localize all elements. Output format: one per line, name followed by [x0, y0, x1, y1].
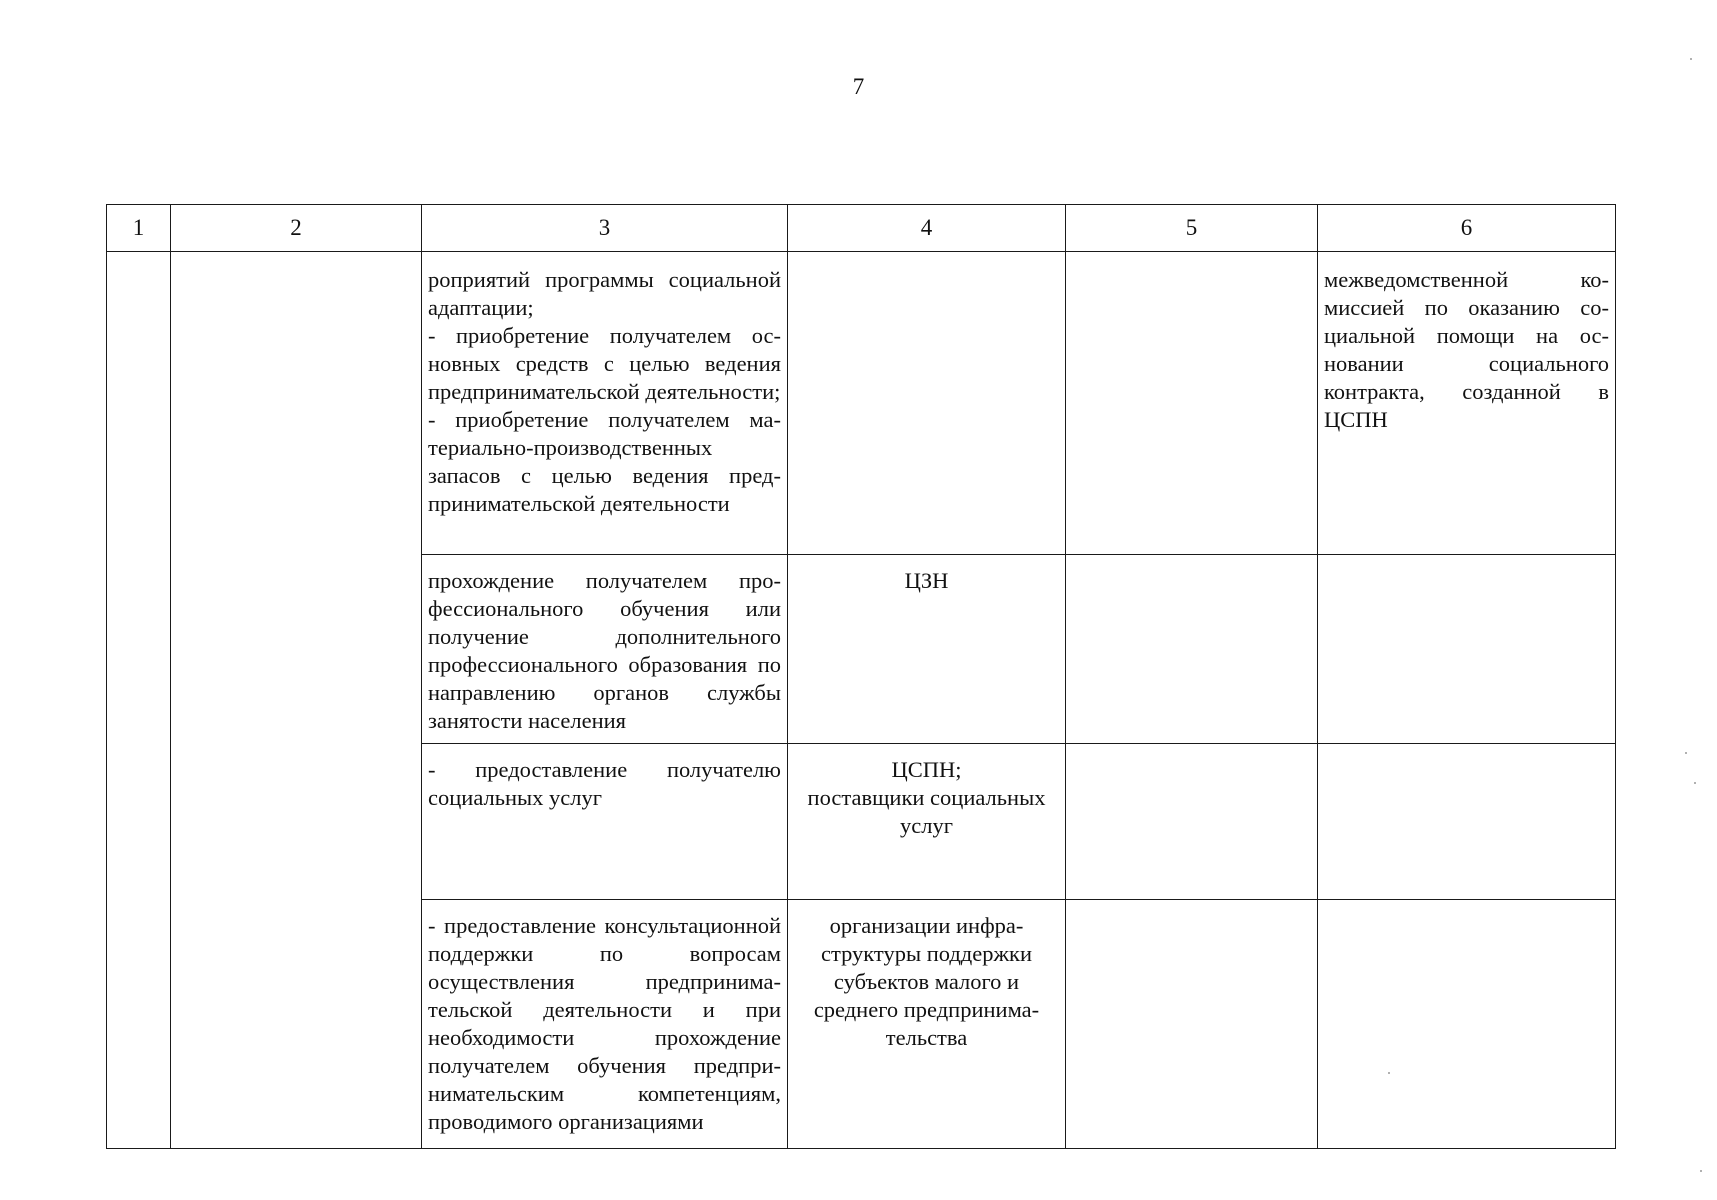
cell-col-1: [107, 252, 171, 1149]
cell-executor-text: организации инфраструктуры поддержки субъектов малого и среднего предпринимательства: [813, 913, 1040, 1050]
cell-col-5: [1066, 252, 1318, 555]
cell-executor-text: [788, 252, 1065, 264]
cell-col-6: [1318, 900, 1616, 1149]
cell-activity-text: - предоставление получателю социальных услуг: [428, 757, 781, 810]
cell-col-6-text: межведомственной комиссией по оказанию социальной помощи на основании социального контракта, созданной в ЦСПН: [1324, 267, 1609, 432]
cell-col-6: [1318, 252, 1616, 555]
table-header-row: [107, 205, 1616, 252]
page-number: 7: [852, 74, 865, 99]
header-col-4: 4: [788, 205, 1066, 252]
cell-col-6-text: [1318, 555, 1615, 567]
cell-executor: [788, 900, 1066, 1149]
cell-executor: [788, 744, 1066, 900]
scan-speck: [1700, 1170, 1702, 1172]
scan-speck: [1694, 782, 1696, 784]
header-col-5: 5: [1066, 205, 1318, 252]
scan-speck: [1690, 58, 1692, 60]
cell-col-6: [1318, 555, 1616, 744]
cell-activity-text: прохождение получателем профессионального обучения или получение дополнительного профессионального образования по направлению органов службы занятости населения: [428, 568, 781, 733]
cell-col-6-text: [1318, 744, 1615, 756]
cell-activity: [422, 252, 788, 555]
cell-col-2: [171, 252, 422, 1149]
table-row: [107, 252, 1616, 555]
cell-executor: [788, 555, 1066, 744]
main-table: [106, 204, 1616, 1149]
header-col-6: 6: [1318, 205, 1616, 252]
cell-col-5-text: [1066, 555, 1317, 567]
header-col-3: 3: [422, 205, 788, 252]
cell-activity: [422, 744, 788, 900]
cell-activity: [422, 900, 788, 1149]
cell-activity-text: роприятий программы социальной адаптации; - приобретение получателем основных средств с целью ведения предпринимательской деятельности; - приобретение получателем материально-производственных запасов с целью ведения предпринимательской деятельности: [428, 267, 781, 516]
scan-speck: [1388, 1072, 1390, 1074]
cell-col-5: [1066, 900, 1318, 1149]
cell-col-6: [1318, 744, 1616, 900]
cell-col-6-text: [1318, 900, 1615, 912]
cell-col-5-text: [1066, 252, 1317, 264]
header-col-1: 1: [107, 205, 171, 252]
cell-executor-text: ЦЗН: [904, 568, 949, 593]
cell-activity-text: - предоставление консультационной поддержки по вопросам осуществления предпринимательской деятельности и при необходимости прохождение получателем обучения предпринимательским компетенциям, проводимого организациями: [428, 913, 781, 1134]
cell-col-5-text: [1066, 900, 1317, 912]
cell-executor-text: ЦСПН; поставщики социальных услуг: [807, 757, 1046, 838]
cell-col-5-text: [1066, 744, 1317, 756]
header-col-2: 2: [171, 205, 422, 252]
cell-col-5: [1066, 555, 1318, 744]
scan-speck: [1685, 752, 1687, 754]
cell-executor: [788, 252, 1066, 555]
cell-activity: [422, 555, 788, 744]
cell-col-5: [1066, 744, 1318, 900]
